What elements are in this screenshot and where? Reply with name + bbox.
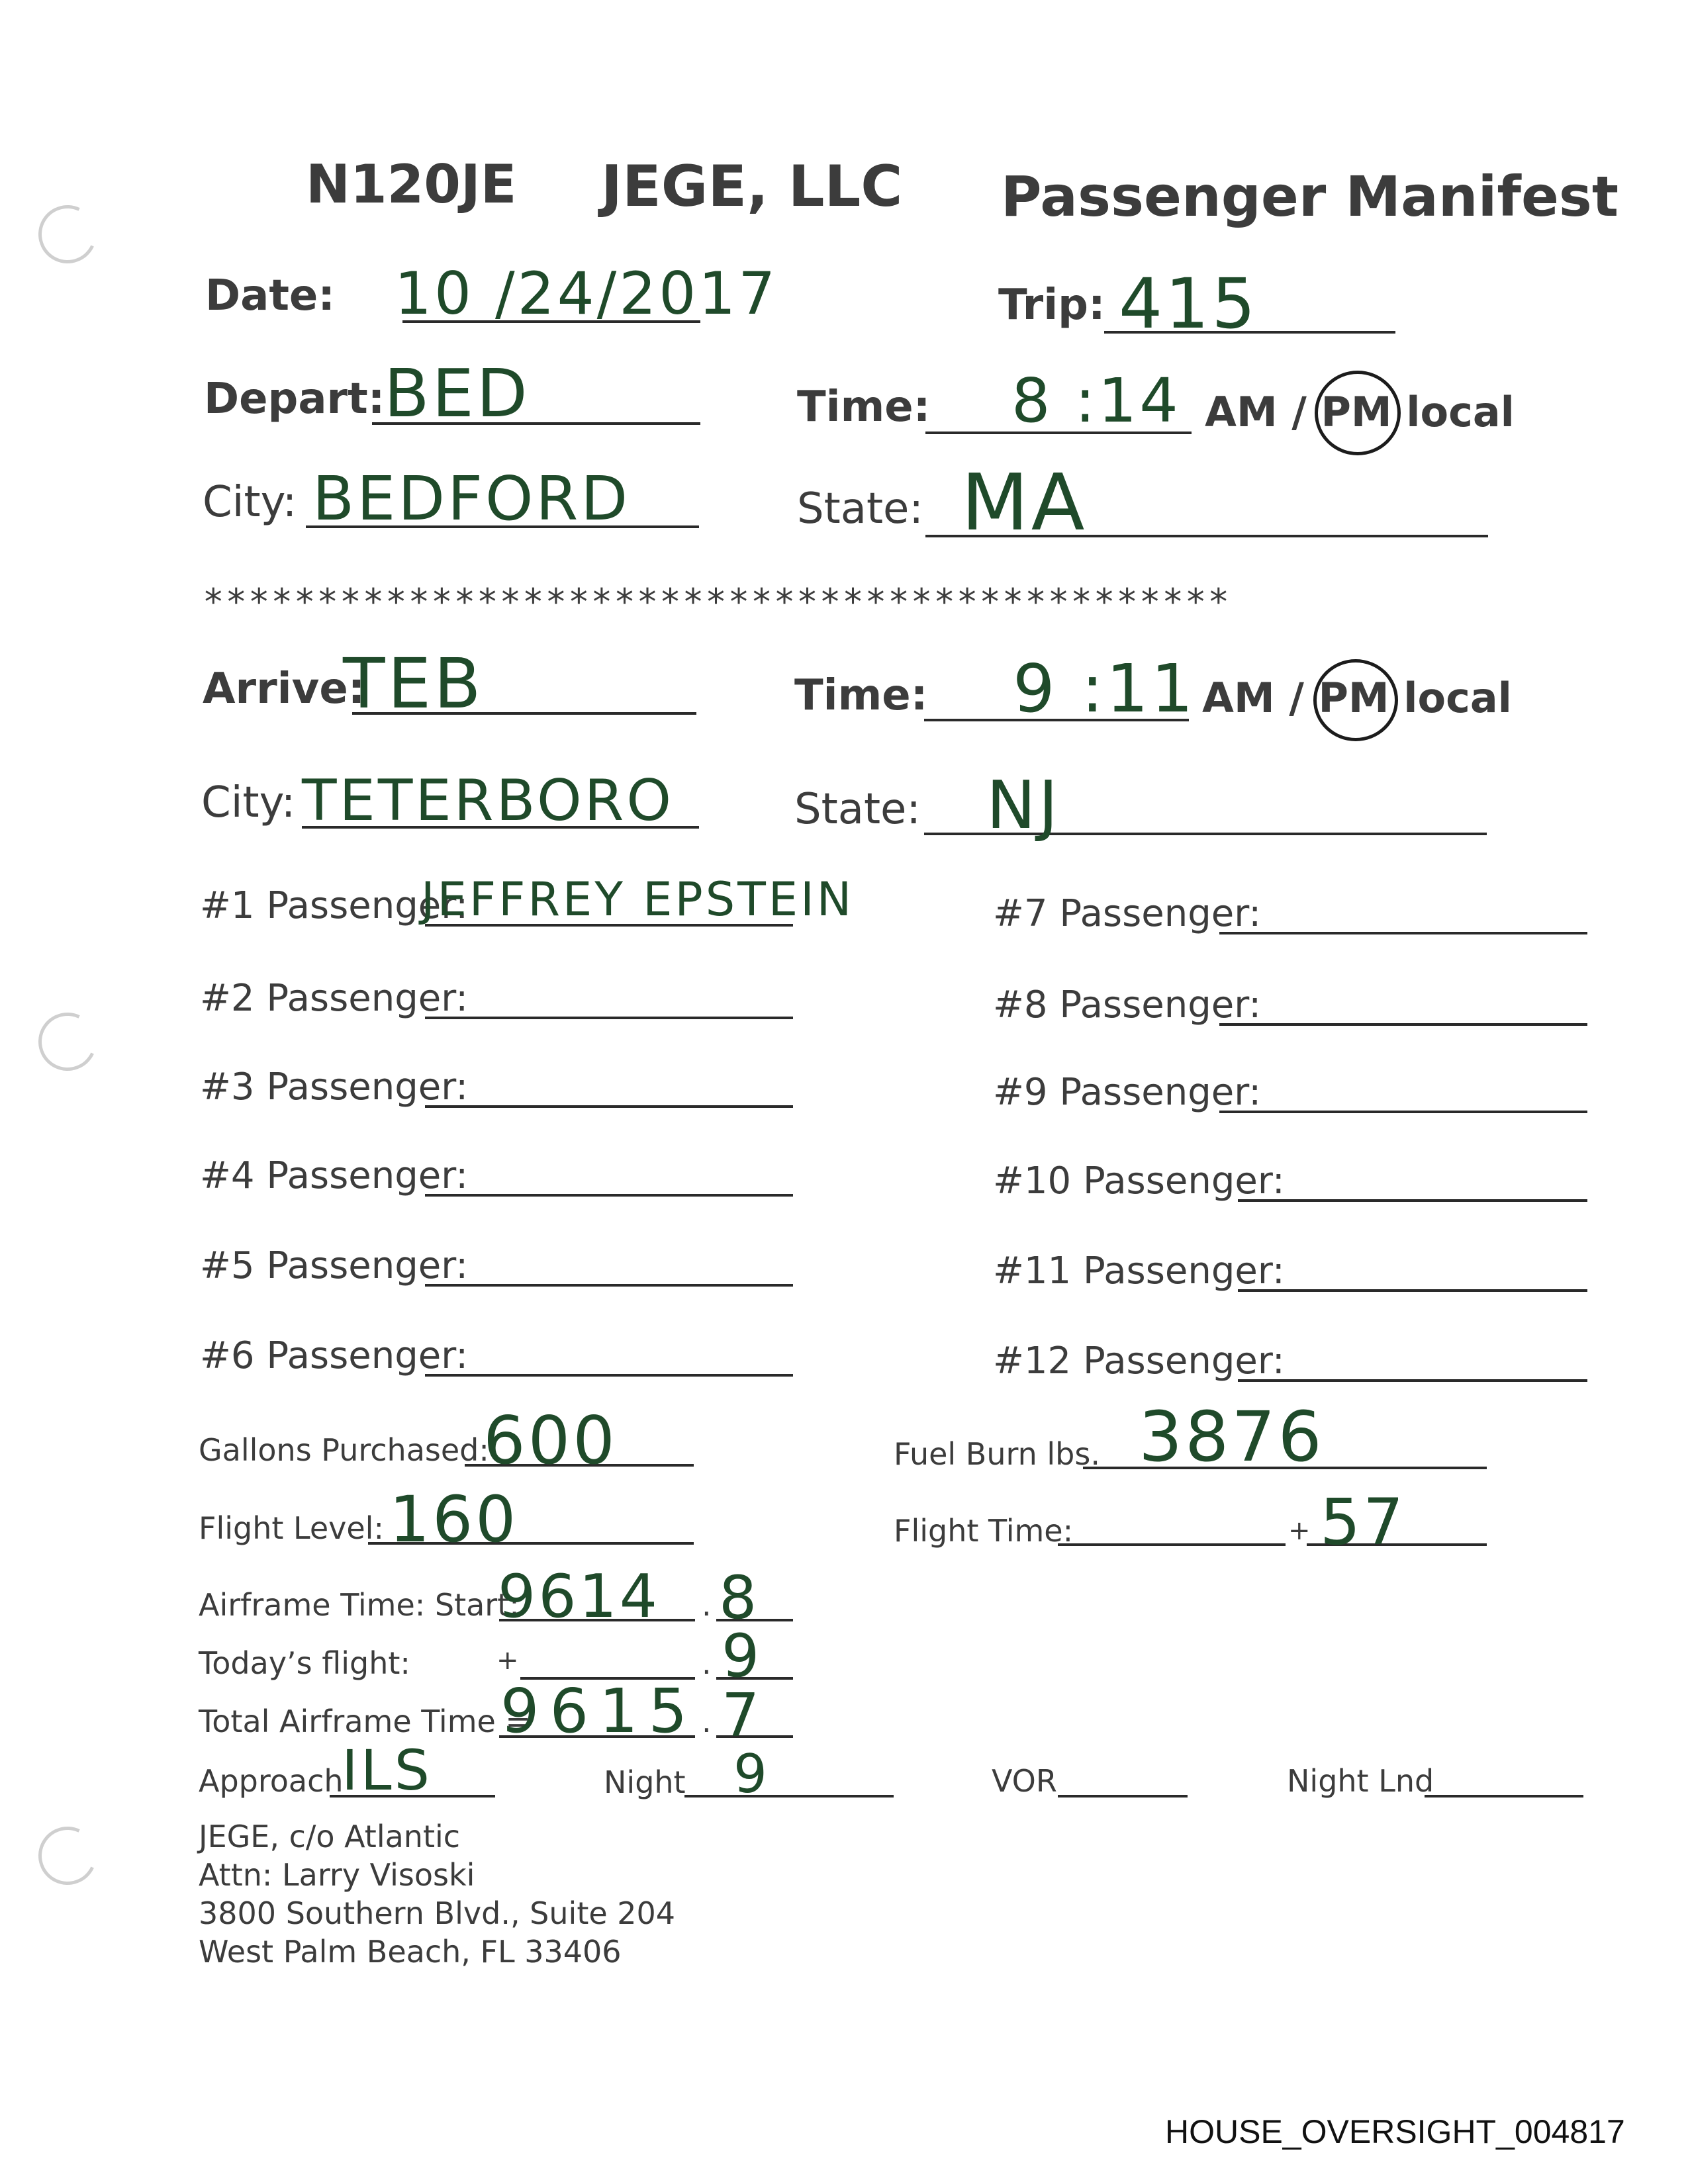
passenger-10-line [1238,1199,1587,1202]
arrive-ampm: AM / PM local [1202,674,1512,722]
airframe-start-dot: . [702,1587,712,1623]
flight-level-value: 160 [389,1482,519,1557]
airframe-start-tenth: 8 [719,1563,760,1633]
company-name: JEGE, LLC [601,154,903,220]
fuel-burn-label: Fuel Burn lbs. [894,1436,1100,1472]
approach-label: Approach [199,1763,344,1799]
passenger-10-label: #10 Passenger: [993,1160,1285,1203]
depart-state-label: State: [797,484,923,533]
night-lnd-line [1425,1795,1583,1797]
binder-hole-middle [30,1005,105,1079]
arrive-value: TEB [343,643,484,724]
depart-time-value: 8 :14 [1011,365,1181,436]
night-value: 9 [733,1743,770,1805]
total-airframe-whole: 9615 [500,1676,698,1747]
passenger-4-label: #4 Passenger: [200,1154,469,1197]
arrive-city-value: TETERBORO [302,768,675,834]
bates-number: HOUSE_OVERSIGHT_004817 [1165,2113,1625,2150]
passenger-6-label: #6 Passenger: [200,1334,469,1377]
today-flight-dot: . [702,1645,712,1681]
depart-time-label: Time: [797,383,931,432]
depart-value: BED [384,355,530,432]
vor-label: VOR [992,1763,1057,1799]
arrive-city-label: City: [201,778,296,827]
passenger-8-label: #8 Passenger: [993,983,1262,1026]
separator-asterisks: ********************************************* [203,581,1231,623]
total-airframe-label: Total Airframe Time = [199,1704,531,1739]
night-lnd-label: Night Lnd [1287,1763,1434,1799]
tail-number: N120JE [306,154,517,215]
flight-time-label: Flight Time: [894,1513,1074,1549]
trip-label: Trip: [998,281,1105,330]
address-line-1: JEGE, c/o Atlantic [199,1819,461,1854]
total-airframe-dot: . [702,1704,712,1739]
today-flight-plus: + [496,1645,519,1676]
arrive-label: Arrive: [203,664,365,713]
depart-city-value: BEDFORD [312,463,631,534]
passenger-1-label: #1 Passenger: [200,884,469,927]
passenger-1-value: JEFFREY EPSTEIN [421,872,855,927]
arrive-state-label: State: [794,785,921,834]
fuel-burn-value: 3876 [1139,1396,1325,1477]
vor-line [1058,1795,1188,1797]
passenger-3-line [425,1105,793,1108]
night-line [684,1795,894,1797]
passenger-11-label: #11 Passenger: [993,1250,1285,1293]
page-title: Passenger Manifest [1001,164,1619,229]
passenger-11-line [1238,1289,1587,1292]
depart-city-label: City: [203,478,297,527]
passenger-5-label: #5 Passenger: [200,1244,469,1287]
pm-circle-depart [1315,371,1401,455]
passenger-8-line [1219,1023,1587,1026]
total-airframe-tenth: 7 [722,1681,763,1751]
today-flight-label: Today’s flight: [199,1645,410,1681]
passenger-3-label: #3 Passenger: [200,1066,469,1109]
passenger-2-label: #2 Passenger: [200,977,469,1020]
today-flight-tenth: 9 [722,1621,763,1691]
flight-time-plus: + [1288,1516,1311,1546]
arrive-time-value: 9 :11 [1013,650,1196,727]
binder-hole-top [30,197,105,272]
trip-value: 415 [1119,263,1258,344]
depart-ampm: AM / PM local [1205,388,1515,436]
depart-state-value: MA [961,457,1088,548]
date-value: 10 /24/2017 [395,259,778,328]
airframe-start-whole: 9614 [498,1562,661,1631]
depart-label: Depart: [204,375,385,424]
gallons-label: Gallons Purchased: [199,1432,489,1468]
airframe-start-label: Airframe Time: Start: [199,1587,520,1623]
flight-level-label: Flight Level: [199,1510,384,1546]
passenger-6-line [425,1374,793,1377]
night-label: Night [604,1764,686,1800]
date-label: Date: [205,271,335,320]
passenger-9-line [1219,1111,1587,1113]
passenger-4-line [425,1194,793,1197]
arrive-state-value: NJ [986,766,1061,844]
passenger-12-label: #12 Passenger: [993,1340,1285,1383]
passenger-12-line [1238,1379,1587,1382]
passenger-7-label: #7 Passenger: [993,892,1262,935]
pm-circle-arrive [1313,659,1398,741]
arrive-time-label: Time: [794,671,928,720]
address-line-4: West Palm Beach, FL 33406 [199,1934,622,1970]
gallons-value: 600 [483,1402,618,1479]
binder-hole-bottom [30,1819,105,1893]
flight-time-line-1 [1058,1543,1286,1546]
passenger-7-line [1219,932,1587,934]
passenger-5-line [425,1284,793,1287]
address-line-3: 3800 Southern Blvd., Suite 204 [199,1895,676,1931]
approach-value: ILS [342,1738,432,1803]
passenger-2-line [425,1017,793,1019]
flight-time-value: 57 [1320,1485,1407,1559]
address-line-2: Attn: Larry Visoski [199,1857,475,1893]
passenger-9-label: #9 Passenger: [993,1071,1262,1114]
